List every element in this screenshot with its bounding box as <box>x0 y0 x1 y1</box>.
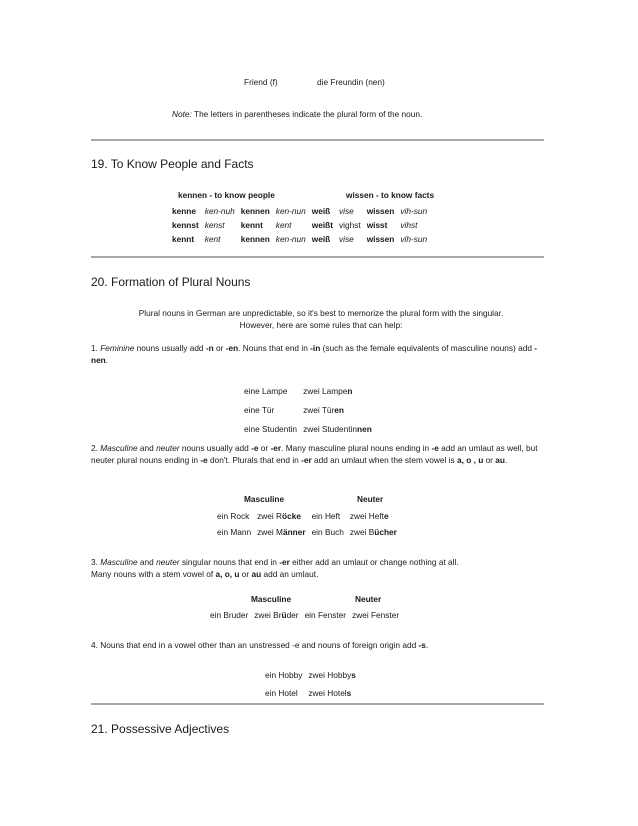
rule-2-part: Masculine <box>100 443 138 453</box>
rule-2-part: add an umlaut when the stem vowel is <box>311 455 457 465</box>
table-cell: vih-sun <box>400 234 428 244</box>
rule-2-part: au <box>495 455 505 465</box>
table-cell: ein Bruder <box>210 610 249 620</box>
rule-3-neuter-header: Neuter <box>355 594 382 604</box>
rule-3-num: 3. <box>91 557 98 567</box>
table-cell: vise <box>339 206 354 216</box>
plural-intro-line-1: Plural nouns in German are unpredictable, so it's best to memorize the plural form with the singular. <box>138 308 504 318</box>
table-cell: vise <box>339 234 354 244</box>
plural-base: zwei B <box>349 527 375 537</box>
table-cell: kenst <box>204 220 225 230</box>
rule-4-examples <box>262 666 359 702</box>
plural-base: zwei Tür <box>303 404 335 415</box>
plural-ending: ücher <box>374 527 397 537</box>
table-row <box>262 684 359 702</box>
rule-1-part: -n <box>205 343 214 353</box>
plural-ending: s <box>351 670 356 680</box>
rule-4-part: -s <box>418 640 426 650</box>
rule-1-part: nouns usually add <box>134 343 206 353</box>
table-cell <box>254 524 308 540</box>
table-row <box>169 204 430 218</box>
table-cell: eine Lampe <box>244 385 288 396</box>
rule-1-part: -in <box>310 343 321 353</box>
friend-translation: die Freundin (nen) <box>317 77 385 87</box>
rule-3-part: singular nouns that end in <box>179 557 280 567</box>
plural-intro-line-2: However, here are some rules that can help: <box>239 320 403 330</box>
table-row <box>262 666 359 684</box>
rule-1-part: Feminine <box>100 343 135 353</box>
rule-2-part: -e <box>251 443 259 453</box>
table-cell: ein Mann <box>217 527 252 537</box>
rule-2-part: or <box>483 455 496 465</box>
rule-3-part: either add an umlaut or change nothing at all. <box>289 557 459 567</box>
rule-3-part: add an umlaut. <box>261 569 319 579</box>
plural-base: zwei Heft <box>349 511 384 521</box>
wissen-header: wissen - to know facts <box>346 190 435 200</box>
plural-base: zwei Br <box>254 610 282 620</box>
rule-2-neuter-header: Neuter <box>357 494 384 504</box>
plural-ending: e <box>383 511 389 521</box>
plural-ending: s <box>346 688 352 698</box>
table-cell: kennt <box>172 234 195 244</box>
rule-2-text <box>91 442 553 466</box>
rule-3-part: au <box>251 569 262 579</box>
table-cell <box>300 419 375 438</box>
table-cell: kennen <box>240 206 270 216</box>
rule-2-masculine-header: Masculine <box>244 494 285 504</box>
divider-1 <box>91 139 544 141</box>
rule-2-examples <box>214 508 400 540</box>
table-row <box>214 524 400 540</box>
rule-1-part: . Nouns that end in <box>238 343 311 353</box>
table-row <box>241 381 375 400</box>
rule-2-part: -er <box>270 443 282 453</box>
table-cell: ken-nuh <box>204 206 235 216</box>
table-cell: kennen <box>240 234 270 244</box>
table-cell <box>254 508 308 524</box>
plural-base: zwei M <box>257 527 283 537</box>
table-cell <box>300 381 375 400</box>
rule-3-masculine-header: Masculine <box>251 594 292 604</box>
rule-1-part: . <box>105 355 109 365</box>
table-cell: ein Hobby <box>265 670 303 680</box>
table-cell <box>347 508 400 524</box>
table-row <box>241 419 375 438</box>
rule-4-part: . <box>425 640 429 650</box>
rule-2-part: nouns usually add <box>179 443 252 453</box>
table-cell: vighst <box>339 220 361 230</box>
table-cell: ein Buch <box>311 527 344 537</box>
rule-2-part: don't. Plurals that end in <box>207 455 302 465</box>
rule-3-part: Masculine <box>100 557 138 567</box>
rule-2-part: . Many masculine plural nouns ending in <box>281 443 432 453</box>
table-cell: ein Fenster <box>304 610 347 620</box>
rule-3-examples <box>207 607 402 623</box>
plural-umlaut: ü <box>281 610 287 620</box>
conjugation-table <box>169 204 430 246</box>
table-cell <box>251 607 301 623</box>
table-row <box>169 232 430 246</box>
table-cell: kenne <box>172 206 196 216</box>
rule-1-part: -en <box>225 343 239 353</box>
note-text: The letters in parentheses indicate the plural form of the noun. <box>194 109 423 119</box>
rule-2-part: add an umlaut as well, but neuter plural nouns ending in <box>91 443 538 465</box>
plural-rest: der <box>286 610 299 620</box>
table-row <box>207 607 402 623</box>
plural-base: zwei R <box>257 511 283 521</box>
table-cell: wissen <box>366 206 395 216</box>
plural-intro <box>91 307 551 331</box>
divider-2 <box>91 256 544 258</box>
plural-base: zwei Studentin <box>303 423 358 434</box>
table-cell: eine Studentin <box>244 423 298 434</box>
divider-3 <box>91 703 544 705</box>
rule-1-part: -nen <box>91 343 538 365</box>
table-cell: eine Tür <box>244 404 275 415</box>
plural-ending: änner <box>282 527 306 537</box>
section-19-title: 19. To Know People and Facts <box>91 157 254 171</box>
table-cell: weiß <box>311 206 331 216</box>
table-cell: ein Heft <box>311 511 341 521</box>
rule-2-num: 2. <box>91 443 98 453</box>
plural-ending: öcke <box>282 511 301 521</box>
table-cell <box>347 524 400 540</box>
table-cell: ein Rock <box>217 511 250 521</box>
table-cell: vih-sun <box>400 206 428 216</box>
plural-ending: nen <box>357 423 372 434</box>
note-line <box>172 108 422 120</box>
plural-ending: n <box>347 385 353 396</box>
rule-2-part: a, o , u <box>456 455 484 465</box>
section-21-title: 21. Possessive Adjectives <box>91 722 230 736</box>
table-cell: kennt <box>240 220 263 230</box>
rule-4-text <box>91 639 551 651</box>
rule-3-part: neuter <box>156 557 180 567</box>
rule-3-part: or <box>239 569 252 579</box>
table-row <box>241 400 375 419</box>
table-cell: ein Hotel <box>265 688 298 698</box>
rule-2-part: -e <box>200 455 208 465</box>
note-label: Note: <box>172 109 192 119</box>
table-cell: kennst <box>172 220 199 230</box>
table-cell <box>305 684 359 702</box>
table-cell <box>300 400 375 419</box>
rule-1-text <box>91 342 551 366</box>
rule-4-part: 4. Nouns that end in a vowel other than an unstressed -e and nouns of foreign origin add <box>91 640 419 650</box>
table-cell: weiß <box>311 234 331 244</box>
rule-3-part: and <box>137 557 157 567</box>
rule-1-examples <box>241 381 375 438</box>
table-row <box>169 218 430 232</box>
table-cell: kent <box>204 234 221 244</box>
rule-2-part: -e <box>431 443 439 453</box>
table-cell <box>305 666 359 684</box>
table-row <box>214 508 400 524</box>
kennen-header: kennen - to know people <box>178 190 275 200</box>
table-cell: zwei Fenster <box>352 610 400 620</box>
rule-2-part: . <box>504 455 508 465</box>
plural-base: zwei Lampe <box>303 385 348 396</box>
rule-3-part: Many nouns with a stem vowel of <box>91 569 216 579</box>
table-cell: wisst <box>366 220 388 230</box>
rule-2-part: or <box>258 443 271 453</box>
plural-base: zwei Hotel <box>308 688 347 698</box>
friend-label: Friend (f) <box>244 77 278 87</box>
rule-3-part: a, o, u <box>215 569 240 579</box>
section-20-title: 20. Formation of Plural Nouns <box>91 275 251 289</box>
table-cell: kent <box>275 220 292 230</box>
rule-2-part: and <box>137 443 157 453</box>
table-cell: vihst <box>400 220 418 230</box>
rule-3-part: -er <box>279 557 290 567</box>
plural-ending: en <box>334 404 344 415</box>
rule-1-part: or <box>213 343 226 353</box>
rule-1-num: 1. <box>91 343 98 353</box>
table-cell: ken-nun <box>275 206 306 216</box>
rule-3-text <box>91 556 556 580</box>
table-cell: ken-nun <box>275 234 306 244</box>
rule-2-part: -er <box>301 455 312 465</box>
plural-base: zwei Hobby <box>308 670 352 680</box>
table-cell: weißt <box>311 220 333 230</box>
rule-2-part: neuter <box>156 443 180 453</box>
rule-1-part: (such as the female equivalents of masculine nouns) add <box>320 343 535 353</box>
table-cell: wissen <box>366 234 395 244</box>
